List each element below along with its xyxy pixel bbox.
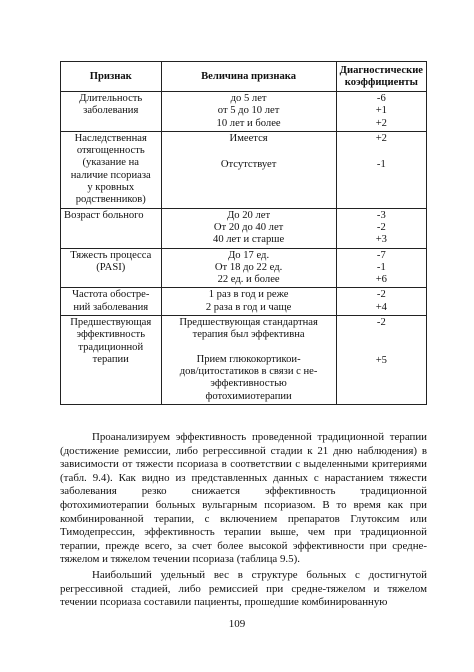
coefficient-cell: -2 +5 [336,316,426,405]
feature-cell: Длительность заболевания [61,92,162,132]
paragraph: Наибольший удельный вес в структуре больных с достигнутой регрессивной стадией, либо ремиссией при средне-тяжелом и тяжелом течении псориаза составили пациенты, прошедшие комбинированную [60,568,427,609]
table-row [61,131,427,208]
value-cell: До 17 ед. От 18 до 22 ед. 22 ед. и более [161,248,336,288]
header-value: Величина признака [161,62,336,92]
feature-cell: Возраст больного [61,208,162,248]
value-cell: Имеется Отсутствует [161,131,336,208]
coefficient-cell: -2 +4 [336,288,426,316]
feature-cell: Наследственная отягощенность (указание на наличие псориаза у кровных родственников) [61,131,162,208]
coefficient-cell: +2 -1 [336,131,426,208]
value-cell: Предшествующая стандартная терапия был эффективна Прием глюкокортикои- дов/цитостатиков в связи с не- эффективностью фотохимиотерапии [161,316,336,405]
table-row [61,248,427,288]
coefficient-cell: -3 -2 +3 [336,208,426,248]
diagnostic-coefficients-table [60,61,427,405]
feature-cell: Частота обостре- ний заболевания [61,288,162,316]
feature-cell: Предшествующая эффективность традиционной терапии [61,316,162,405]
page-number: 109 [228,618,246,630]
paragraph: Проанализируем эффективность проведенной традиционной терапии (достижение ремиссии, либо регрессивной стадии к 21 дню наблюдения) в зависимости от тяжести псориаза в соответствии с выделенными критериями (табл. 9.4). Как видно из представленных данных с нарастанием тяжести заболевания резко снижается эффективность традиционной фотохимиотерапии больных вульгарным псориазом. В то время как при комбинированной терапии, с включением препаратов Глутоксим или Тимодепрессин, эффективность терапии выше, чем при традиционной терапии, прежде всего, за счет более высокой эффективности при средне-тяжелом и тяжелом течении псориаза (таблица 9.5). [60,431,427,566]
header-coefficient: Диагностические коэффициенты [336,62,426,92]
body-text [60,431,427,610]
coefficient-cell: -6 +1 +2 [336,92,426,132]
value-cell: до 5 лет от 5 до 10 лет 10 лет и более [161,92,336,132]
table-header-row [61,62,427,92]
value-cell: 1 раз в год и реже 2 раза в год и чаще [161,288,336,316]
table-row [61,208,427,248]
table-row [61,316,427,405]
table-row [61,288,427,316]
header-feature: Признак [61,62,162,92]
table-row [61,92,427,132]
value-cell: До 20 лет От 20 до 40 лет 40 лет и старше [161,208,336,248]
coefficient-cell: -7 -1 +6 [336,248,426,288]
feature-cell: Тяжесть процесса (PASI) [61,248,162,288]
